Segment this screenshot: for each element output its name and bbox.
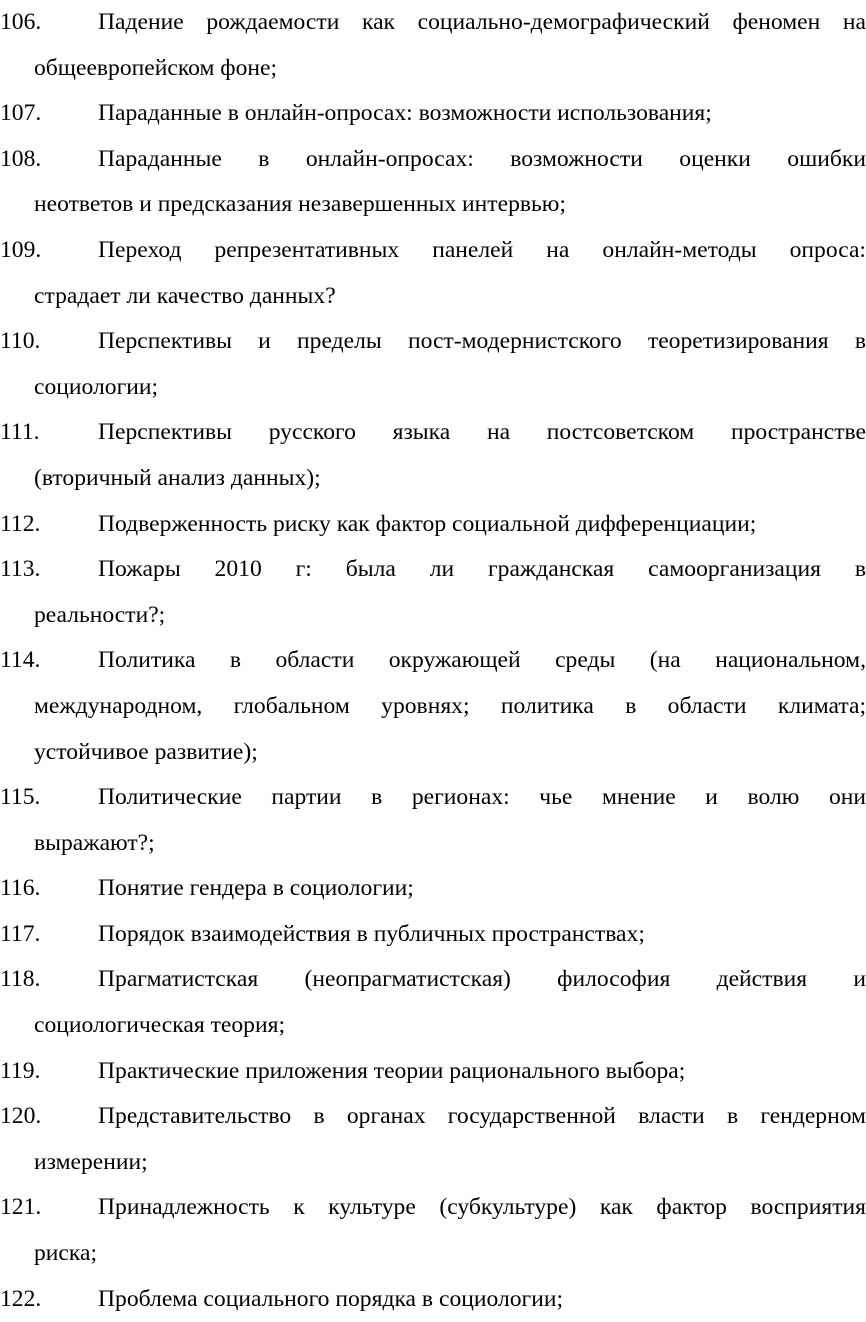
list-item-number: 118. [0, 966, 41, 993]
list-item-continuation-line [0, 821, 866, 867]
list-item-number: 117. [0, 920, 41, 947]
list-item-text: Политические партии в регионах: чье мнение и волю они [98, 784, 866, 811]
list-item-number: 119. [0, 1057, 41, 1084]
list-item-first-line [0, 866, 866, 912]
list-item-text: Прагматистская (неопрагматистская) философия действия и [98, 966, 866, 993]
list-item [0, 912, 866, 958]
list-item-first-line [0, 775, 866, 821]
list-item-text: Параданные в онлайн-опросах: возможности использования; [98, 100, 712, 127]
list-item-text: Перспективы и пределы пост-модернистского теоретизирования в [98, 328, 866, 355]
list-item-first-line [0, 638, 866, 684]
list-item-text: реальности?; [34, 601, 166, 628]
list-item-first-line [0, 547, 866, 593]
list-item-text: Перспективы русского языка на постсоветском пространстве [98, 419, 866, 446]
list-item-continuation-line [0, 182, 866, 228]
list-item-continuation-line [0, 365, 866, 411]
list-item-text: общеевропейском фоне; [34, 54, 278, 81]
list-item-text: Падение рождаемости как социально-демографический феномен на [98, 9, 866, 35]
list-item [0, 866, 866, 912]
list-item-number: 108. [0, 145, 42, 172]
list-item [0, 319, 866, 410]
list-item-first-line [0, 1277, 866, 1322]
list-item [0, 547, 866, 638]
list-item-first-line [0, 1094, 866, 1140]
list-item-text: социологическая теория; [34, 1012, 286, 1039]
list-item-number: 121. [0, 1194, 42, 1221]
list-item-continuation-line [0, 456, 866, 502]
list-item [0, 410, 866, 501]
list-item-continuation-line [0, 1003, 866, 1049]
list-item-text: измерении; [34, 1148, 148, 1175]
list-item-text: Практические приложения теории рационального выбора; [98, 1057, 686, 1084]
list-item-text: Подверженность риску как фактор социальной дифференциации; [98, 510, 757, 537]
list-item-text: риска; [34, 1240, 98, 1267]
list-item-number: 114. [0, 647, 41, 674]
list-item [0, 228, 866, 319]
list-item-number: 115. [0, 784, 41, 811]
list-item-first-line [0, 1185, 866, 1231]
list-item-first-line [0, 957, 866, 1003]
list-item-text: неответов и предсказания незавершенных интервью; [34, 191, 566, 218]
list-item-text: Параданные в онлайн-опросах: возможности оценки ошибки [98, 145, 866, 172]
list-item-text: (вторичный анализ данных); [34, 464, 321, 491]
list-item [0, 502, 866, 548]
list-item [0, 0, 866, 91]
list-item-first-line [0, 410, 866, 456]
list-item-continuation-line [0, 46, 866, 92]
list-item-text: страдает ли качество данных? [34, 282, 336, 309]
list-item-first-line [0, 502, 866, 548]
list-item [0, 91, 866, 137]
list-item-first-line [0, 91, 866, 137]
list-item-number: 116. [0, 875, 41, 902]
list-item-number: 113. [0, 556, 41, 583]
list-item-continuation-line [0, 1140, 866, 1186]
list-item [0, 1049, 866, 1095]
list-item-number: 112. [0, 510, 41, 537]
list-item-text: Переход репрезентативных панелей на онлайн-методы опроса: [98, 236, 866, 263]
list-item [0, 957, 866, 1048]
list-item-first-line [0, 319, 866, 365]
list-item-first-line [0, 0, 866, 46]
list-item-text: Политика в области окружающей среды (на национальном, [98, 647, 866, 674]
list-item-continuation-line [0, 684, 866, 730]
list-item-number: 122. [0, 1285, 42, 1312]
list-item-number: 109. [0, 236, 42, 263]
list-item-text: выражают?; [34, 829, 155, 856]
list-item [0, 1094, 866, 1185]
list-item-text: Порядок взаимодействия в публичных пространствах; [98, 920, 645, 947]
list-item-text: Понятие гендера в социологии; [98, 875, 414, 902]
list-item-number: 111. [0, 419, 40, 446]
list-item-text: Принадлежность к культуре (субкультуре) как фактор восприятия [98, 1194, 866, 1221]
list-item [0, 137, 866, 228]
list-item [0, 775, 866, 866]
list-item-number: 107. [0, 100, 42, 127]
list-item-number: 120. [0, 1103, 42, 1130]
list-item-continuation-line [0, 1231, 866, 1277]
list-item-text: социологии; [34, 373, 159, 400]
list-item [0, 638, 866, 775]
list-item [0, 1185, 866, 1276]
list-item-continuation-line [0, 730, 866, 776]
list-item-continuation-line [0, 274, 866, 320]
list-item-first-line [0, 912, 866, 958]
list-item-text: Представительство в органах государственной власти в гендерном [98, 1103, 866, 1130]
list-item-number: 106. [0, 9, 42, 35]
list-item-number: 110. [0, 328, 41, 355]
list-item-first-line [0, 137, 866, 183]
list-item-first-line [0, 228, 866, 274]
list-item-text: Пожары 2010 г: была ли гражданская самоорганизация в [98, 556, 866, 583]
list-item-text: устойчивое развитие); [34, 738, 258, 765]
list-item-text: международном, глобальном уровнях; политика в области климата; [34, 692, 866, 719]
list-item [0, 1277, 866, 1322]
list-item-text: Проблема социального порядка в социологии; [98, 1285, 564, 1312]
list-item-first-line [0, 1049, 866, 1095]
list-item-continuation-line [0, 593, 866, 639]
